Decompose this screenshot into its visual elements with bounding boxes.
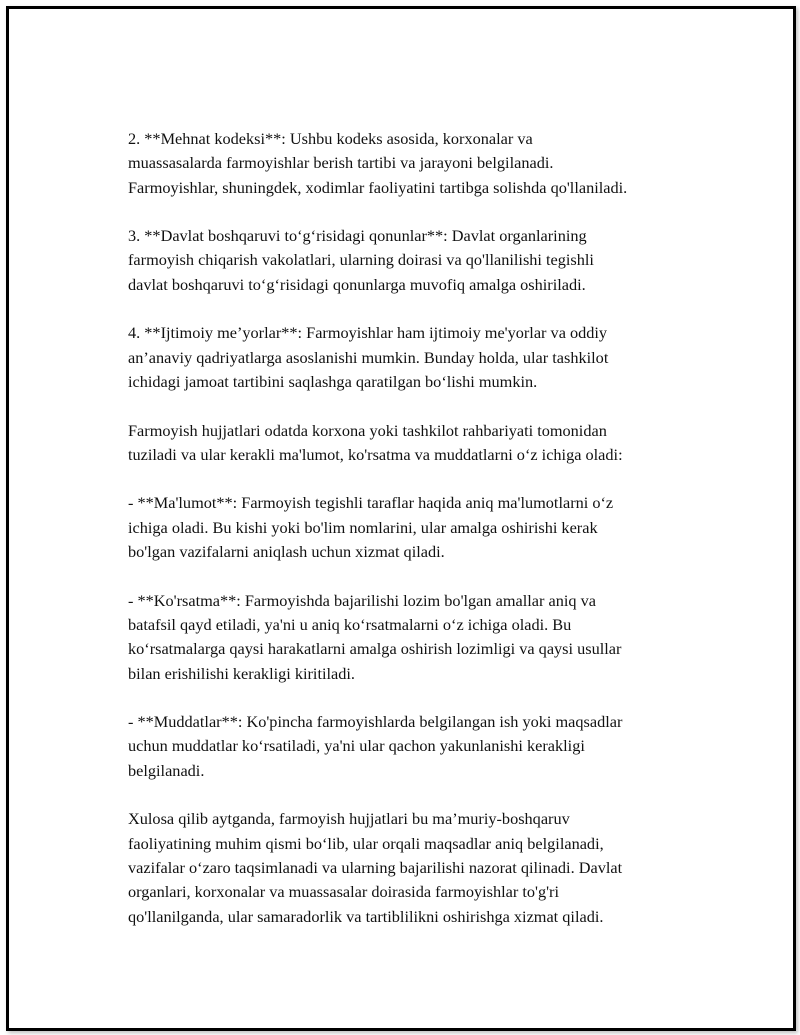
text-line: 4. **Ijtimoiy me’yorlar**: Farmoyishlar ham ijtimoiy me'yorlar va oddiy xyxy=(128,323,608,343)
paragraph-farmoyish-hujjatlari xyxy=(128,419,708,468)
paragraph-korsatma xyxy=(128,589,708,686)
text-line: - **Muddatlar**: Ko'pincha farmoyishlarda belgilangan ish yoki maqsadlar xyxy=(128,712,623,732)
text-line: tuziladi va ular kerakli ma'lumot, ko'rsatma va muddatlarni o‘z ichiga oladi: xyxy=(128,444,623,464)
paragraph-davlat-boshqaruvi xyxy=(128,224,708,297)
text-line: 2. **Mehnat kodeksi**: Ushbu kodeks asosida, korxonalar va xyxy=(128,129,533,148)
paragraph-malumot xyxy=(128,491,708,564)
text-line: davlat boshqaruvi to‘g‘risidagi qonunlarga muvofiq amalga oshiriladi. xyxy=(128,274,586,294)
text-line: organlari, korxonalar va muassasalar doirasida farmoyishlar to'g'ri xyxy=(128,882,559,902)
paragraph-mehnat-kodeksi xyxy=(128,127,708,200)
page-frame xyxy=(6,6,796,1031)
text-line: 3. **Davlat boshqaruvi to‘g‘risidagi qonunlar**: Davlat organlarining xyxy=(128,226,587,246)
document-body xyxy=(128,127,708,929)
text-line: faoliyatining muhim qismi bo‘lib, ular orqali maqsadlar aniq belgilanadi, xyxy=(128,833,604,853)
text-line: an’anaviy qadriyatlarga asoslanishi mumkin. Bunday holda, ular tashkilot xyxy=(128,347,609,367)
text-line: bilan erishilishi kerakligi kiritiladi. xyxy=(128,663,355,683)
text-line: qo'llanilganda, ular samaradorlik va tartiblilikni oshirishga xizmat qiladi. xyxy=(128,906,604,926)
paragraph-xulosa xyxy=(128,807,708,928)
text-line: farmoyish chiqarish vakolatlari, ularning doirasi va qo'llanilishi tegishli xyxy=(128,250,594,270)
text-line: bo'lgan vazifalarni aniqlash uchun xizmat qiladi. xyxy=(128,542,445,562)
text-line: vazifalar o‘zaro taqsimlanadi va ularning bajarilishi nazorat qilinadi. Davlat xyxy=(128,857,623,877)
text-line: ko‘rsatmalarga qaysi harakatlarni amalga oshirish lozimligi va qaysi usullar xyxy=(128,639,622,659)
text-line: muassasalarda farmoyishlar berish tartibi va jarayoni belgilanadi. xyxy=(128,153,554,173)
text-line: Farmoyish hujjatlari odatda korxona yoki tashkilot rahbariyati tomonidan xyxy=(128,420,607,440)
text-line: Xulosa qilib aytganda, farmoyish hujjatlari bu ma’muriy-boshqaruv xyxy=(128,809,570,829)
paragraph-muddatlar xyxy=(128,710,708,783)
text-line: batafsil qayd etiladi, ya'ni u aniq ko‘rsatmalarni o‘z ichiga oladi. Bu xyxy=(128,614,572,634)
text-line: uchun muddatlar ko‘rsatiladi, ya'ni ular qachon yakunlanishi kerakligi xyxy=(128,736,585,756)
text-line: ichiga oladi. Bu kishi yoki bo'lim nomlarini, ular amalga oshirishi kerak xyxy=(128,517,598,537)
paragraph-ijtimoiy-meyorlar xyxy=(128,321,708,394)
text-line: Farmoyishlar, shuningdek, xodimlar faoliyatini tartibga solishda qo'llaniladi. xyxy=(128,177,628,197)
text-line: belgilanadi. xyxy=(128,760,205,780)
text-line: ichidagi jamoat tartibini saqlashga qaratilgan bo‘lishi mumkin. xyxy=(128,371,538,391)
text-line: - **Ma'lumot**: Farmoyish tegishli taraflar haqida aniq ma'lumotlarni o‘z xyxy=(128,493,614,513)
text-line: - **Ko'rsatma**: Farmoyishda bajarilishi lozim bo'lgan amallar aniq va xyxy=(128,590,596,610)
